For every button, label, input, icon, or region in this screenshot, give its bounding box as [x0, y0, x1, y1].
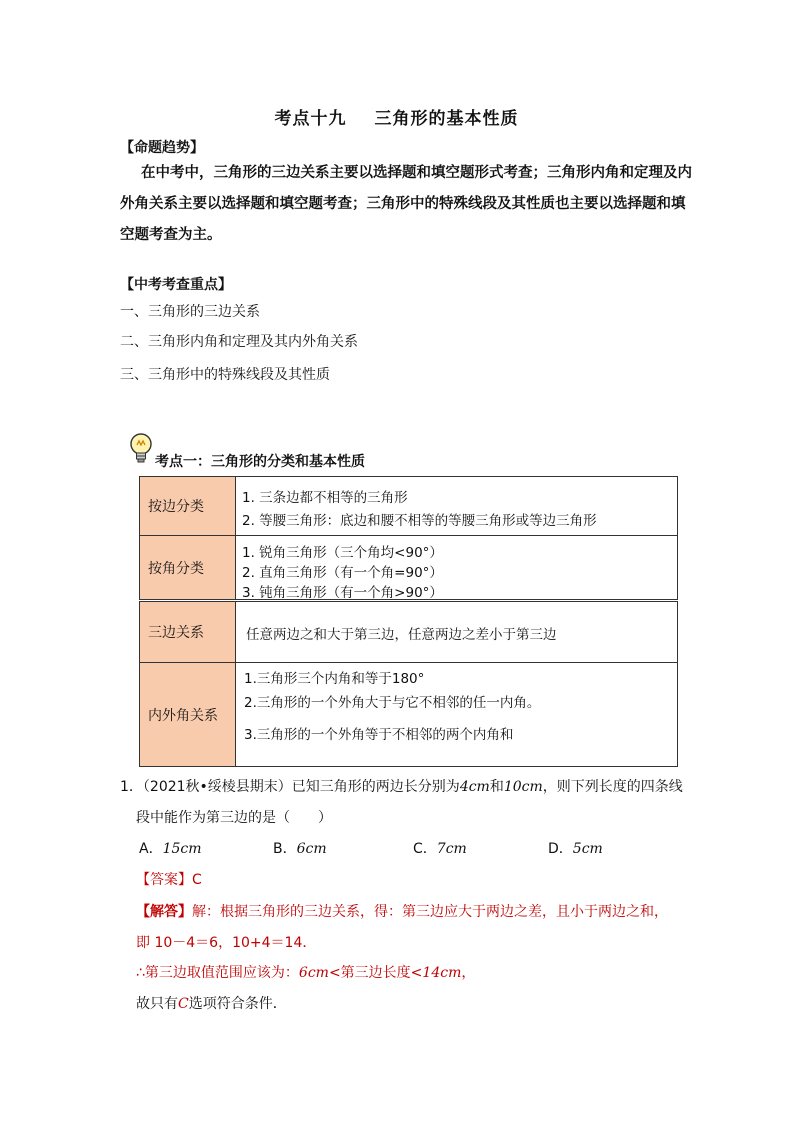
explain-line-4 [136, 993, 287, 1013]
table-line: 3.三角形的一个外角等于不相邻的两个内角和 [244, 727, 514, 743]
option-label: D． [548, 841, 573, 857]
question-value: 10cm [503, 779, 543, 795]
table-row-body-2 [235, 535, 678, 600]
option-label: A． [139, 841, 163, 857]
explain-line-2: 即 10－4＝6，10+4＝14． [136, 935, 317, 951]
question-value: 4cm [459, 779, 490, 795]
focus-item-1: 一、三角形的三边关系 [120, 304, 260, 320]
table-row-head-3: 三边关系 [139, 601, 236, 663]
page-title [0, 104, 793, 129]
option-value: 6cm [296, 841, 327, 857]
table-line: 2. 直角三角形（有一个角=90°） [242, 565, 443, 581]
answer-tag: 【答案】 [136, 872, 192, 888]
question-number: 1． [120, 779, 143, 795]
option-b[interactable] [273, 838, 327, 858]
section-title: 考点一：三角形的分类和基本性质 [155, 454, 365, 470]
question-text: （2021秋•绥棱县期末）已知三角形的两边长分别为 [142, 779, 460, 795]
explain-text: 解：根据三角形的三边关系，得：第三边应大于两边之差，且小于两边之和， [192, 904, 668, 920]
explain-value: 6cm [298, 965, 329, 981]
trend-line-3: 空题考查为主。 [120, 227, 222, 243]
question-line-1 [120, 776, 683, 796]
explain-tag: 【解答】 [136, 904, 192, 920]
option-label: B． [273, 841, 297, 857]
focus-heading: 【中考考查重点】 [120, 277, 232, 293]
trend-heading: 【命题趋势】 [120, 140, 204, 156]
table-line: 任意两边之和大于第三边，任意两边之差小于第三边 [246, 627, 557, 643]
explain-text: ∴第三边取值范围应该为： [136, 965, 299, 981]
title-part1: 考点十九 [274, 109, 347, 129]
title-part2: 三角形的基本性质 [374, 109, 519, 129]
answer-line [136, 869, 202, 889]
explain-line-1 [136, 901, 668, 921]
explain-text: ， [461, 965, 476, 981]
trend-line-1: 在中考中，三角形的三边关系主要以选择题和填空题形式考查；三角形内角和定理及内 [141, 165, 692, 181]
table-row-head-1: 按边分类 [139, 476, 236, 536]
explain-value: C [178, 996, 189, 1012]
option-value: 7cm [436, 841, 467, 857]
table-line: 3. 钝角三角形（有一个角>90°） [242, 585, 443, 601]
question-line-2: 段中能作为第三边的是（ ） [136, 810, 332, 826]
focus-item-3: 三、三角形中的特殊线段及其性质 [120, 367, 330, 383]
lightbulb-icon [129, 432, 153, 468]
trend-line-2: 外角关系主要以选择题和填空题考查；三角形中的特殊线段及其性质也主要以选择题和填 [120, 196, 686, 212]
option-a[interactable] [139, 838, 202, 858]
question-text: ，则下列长度的四条线 [542, 779, 683, 795]
explain-value: 14cm [422, 965, 462, 981]
answer-value: C [192, 872, 202, 888]
explain-text: 选项符合条件． [188, 996, 287, 1012]
table-row-body-3 [235, 601, 678, 663]
focus-item-2: 二、三角形内角和定理及其内外角关系 [120, 334, 358, 350]
table-row-body-1 [235, 476, 678, 536]
option-label: C． [413, 841, 437, 857]
explain-text: <第三边长度< [328, 965, 423, 981]
table-line: 1.三角形三个内角和等于180° [244, 671, 425, 687]
option-value: 5cm [572, 841, 603, 857]
table-line: 1. 锐角三角形（三个角均<90°） [242, 545, 443, 561]
explain-text: 故只有 [136, 996, 178, 1012]
option-d[interactable] [548, 838, 603, 858]
table-line: 2.三角形的一个外角大于与它不相邻的任一内角。 [244, 695, 541, 711]
table-line: 1. 三条边都不相等的三角形 [242, 490, 408, 506]
explain-line-3 [136, 962, 475, 982]
table-row-head-4: 内外角关系 [139, 662, 236, 767]
table-row-head-2: 按角分类 [139, 535, 236, 600]
option-value: 15cm [162, 841, 202, 857]
table-row-body-4 [235, 662, 678, 767]
option-c[interactable] [413, 838, 467, 858]
question-text: 和 [489, 779, 504, 795]
table-line: 2. 等腰三角形：底边和腰不相等的等腰三角形或等边三角形 [242, 513, 597, 529]
